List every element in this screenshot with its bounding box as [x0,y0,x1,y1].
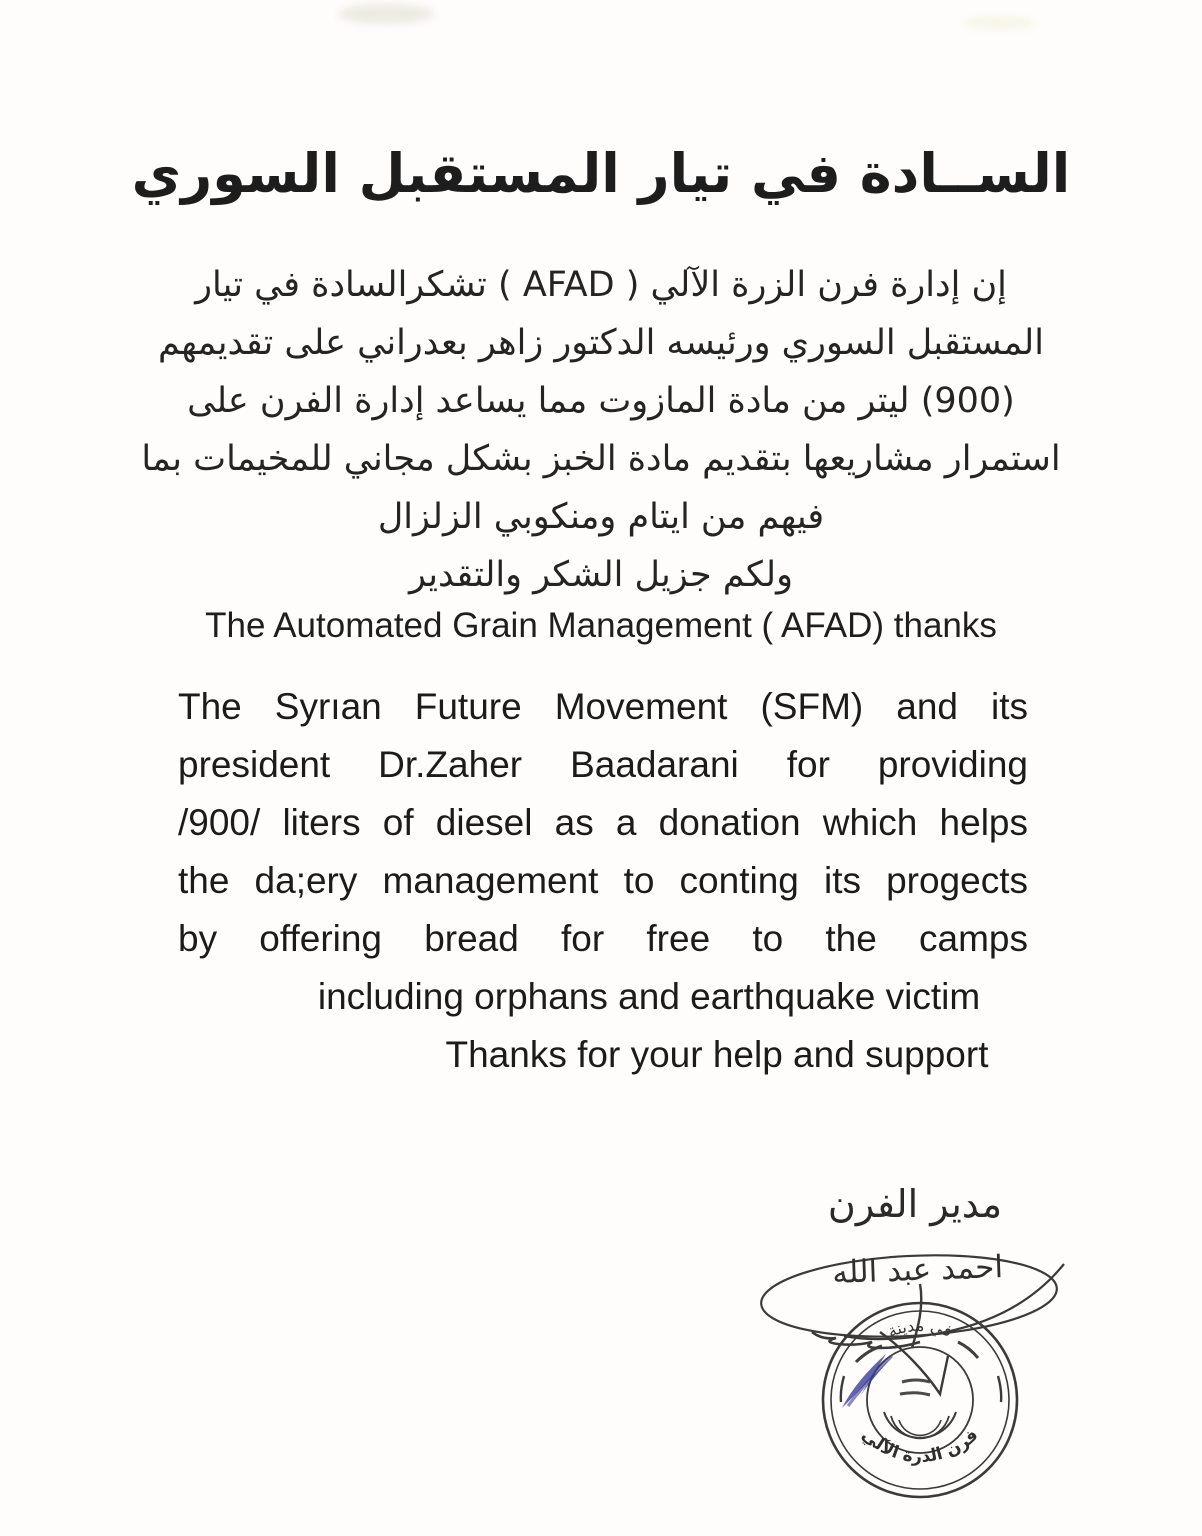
english-body-line: the da;ery management to conting its progects [178,860,1028,901]
arabic-body-line: المستقبل السوري ورئيسه الدكتور زاهر بعدراني على تقديمهم [158,323,1044,363]
arabic-body-line: استمرار مشاريعها بتقديم مادة الخبز بشكل مجاني للمخيمات بما [141,439,1061,479]
english-intro-line: The Automated Grain Management ( AFAD) thanks [205,606,997,645]
english-body-line: including orphans and earthquake victim [317,976,981,1017]
arabic-body-paragraph [60,256,1142,604]
english-body-line: by offering bread for free to the camps [178,918,1028,959]
english-body-paragraph [178,678,1028,1026]
scan-smudge [962,16,1036,30]
letter-title-arabic: الســادة في تيار المستقبل السوري [131,142,1071,205]
signature-and-stamp [752,1236,1088,1536]
stamp-top-text: في مدينة [885,1315,956,1341]
english-body-line: /900/ liters of diesel as a donation which helps [178,802,1028,843]
stamp-bottom-text: فرن الذرة الآلي [857,1425,983,1467]
signer-name-handwritten: احمد عبد الله [831,1249,1004,1291]
arabic-body-line: فيهم من ايتام ومنكوبي الزلزال [377,497,825,537]
arabic-body-line: (900) ليتر من مادة المازوت مما يساعد إدارة الفرن على [187,381,1015,421]
english-body-line: president Dr.Zaher Baadarani for providing [178,744,1028,785]
english-body-line: The Syrıan Future Movement (SFM) and its [178,686,1028,727]
svg-text:فرن الذرة الآلي [858,1425,983,1467]
signature-role-label: مدير الفرن [827,1182,1003,1226]
scan-smudge [338,4,434,24]
arabic-closing-line: ولكم جزيل الشكر والتقدير [409,555,793,595]
arabic-body-line: إن إدارة فرن الزرة الآلي ( AFAD ) تشكرالسادة في تيار [195,265,1007,305]
bakery-stamp [823,1303,1017,1497]
english-closing-line: Thanks for your help and support [445,1034,989,1075]
